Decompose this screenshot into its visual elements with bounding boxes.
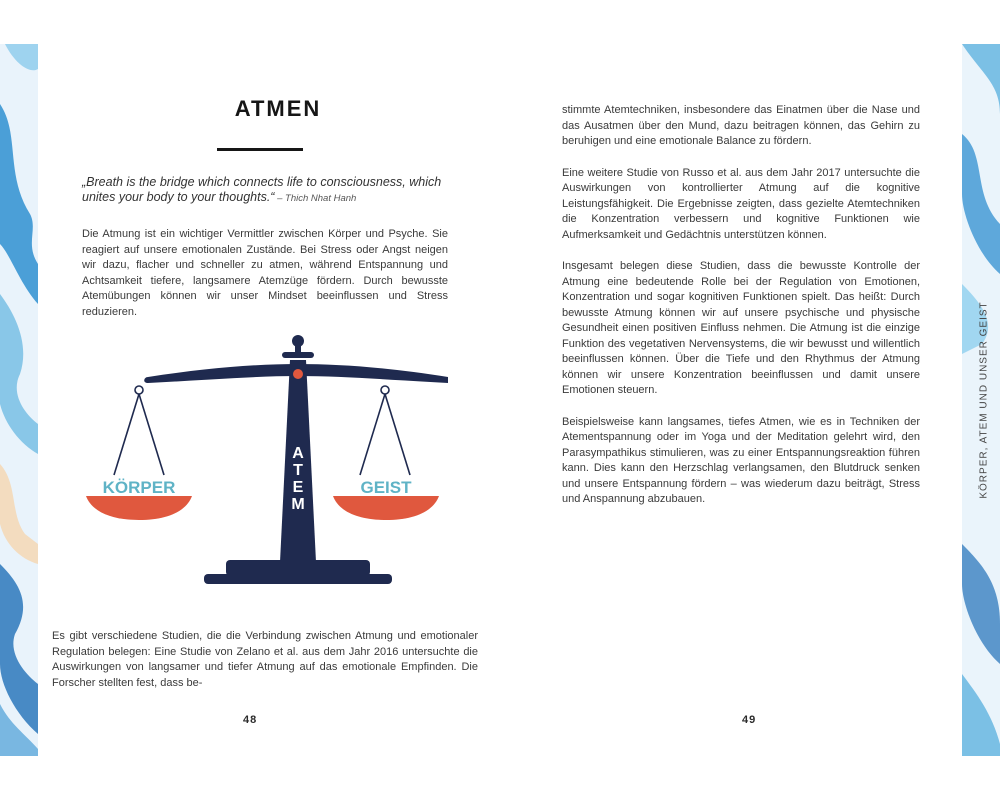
right-page (500, 0, 962, 800)
right-text-column (562, 103, 920, 524)
left-page (38, 0, 500, 800)
body-paragraph: stimmte Atemtechniken, insbesondere das Einatmen über die Nase und das Ausatmen über den Mund, dazu beitragen können, das Gehirn zu beruhigen und eine emotionale Balance zu fördern. (562, 104, 920, 147)
body-paragraph: Insgesamt belegen diese Studien, dass die bewusste Kontrolle der Atmung eine bedeutende Rolle bei der Regulation von Emotionen, Konzentration und sogar kognitiven Funktionen spielt. Das heißt: Durch bewusste Atmung können wir auf unsere psychische und physische Gesundheit einen positiven Einfluss nehmen. Die Atmung ist die einzige Funktion des vegetativen Nervensystems, die wir bewusst und willentlich beeinflussen können. Über die Tiefe und den Rhythmus der Atmung können wir unsere Konzentration beeinflussen und damit unsere Emotionen steuern. (562, 260, 920, 396)
title-underline (217, 148, 303, 151)
quote-author: – Thich Nhat Hanh (274, 193, 357, 204)
scale-label-koerper: KÖRPER (102, 478, 176, 497)
body-paragraph: Beispielsweise kann langsames, tiefes Atmen, wie es in Techniken der Atementspannung oder im Yoga und der Meditation gelehrt wird, den Parasympathikus stimulieren, was zu einer Entspannungsreaktion führen kann. Dies kann den Herzschlag verlangsamen, den Blutdruck senken und unsere Entspannung fördern – was wiederum dazu beiträgt, Stress und Anspannung abzubauen. (562, 415, 920, 505)
pillar-letter: T (293, 462, 303, 479)
scale-label-geist: GEIST (360, 478, 412, 497)
balance-scale-illustration (86, 330, 456, 590)
running-head: KÖRPER, ATEM UND UNSER GEIST (978, 301, 990, 499)
pillar-letter: E (292, 479, 304, 496)
studies-paragraph: Es gibt verschiedene Studien, die die Verbindung zwischen Atmung und emotionaler Regulation belegen: Eine Studie von Zelano et al. aus dem Jahr 2016 untersuchte die Auswirkungen von langsamer und tiefer Atmung auf das emotionale Empfinden. Die Forscher stellten fest, dass be- (52, 630, 478, 689)
page-number-left: 48 (243, 714, 258, 726)
page-title: ATMEN (234, 96, 322, 121)
page-number-right: 49 (742, 714, 757, 726)
body-paragraph: Eine weitere Studie von Russo et al. aus dem Jahr 2017 untersuchte die Auswirkungen von kontrollierter Atmung auf die kognitive Leistungsfähigkeit. Die Ergebnisse zeigten, dass gezielte Atemtechniken die Konzentration verbessern und kognitive Funktionen wie Aufmerksamkeit und Gedächtnis unterstützen können. (562, 166, 920, 241)
epigraph-quote (82, 175, 452, 206)
pillar-letter: M (291, 496, 305, 513)
pillar-letter: A (292, 445, 304, 462)
intro-paragraph: Die Atmung ist ein wichtiger Vermittler zwischen Körper und Psyche. Sie reagiert auf unsere emotionalen Zustände. Bei Stress oder Angst neigen wir dazu, flacher und schneller zu atmen, während Entspannung und Achtsamkeit tiefere, langsamere Atemzüge fördern. Durch bewusste Atemübungen können wir unser Mindset beeinflussen und Stress reduzieren. (82, 228, 448, 318)
marble-decoration-left (0, 44, 38, 756)
quote-text: „Breath is the bridge which connects life to consciousness, which unites your body to your thoughts.“ (82, 175, 442, 204)
